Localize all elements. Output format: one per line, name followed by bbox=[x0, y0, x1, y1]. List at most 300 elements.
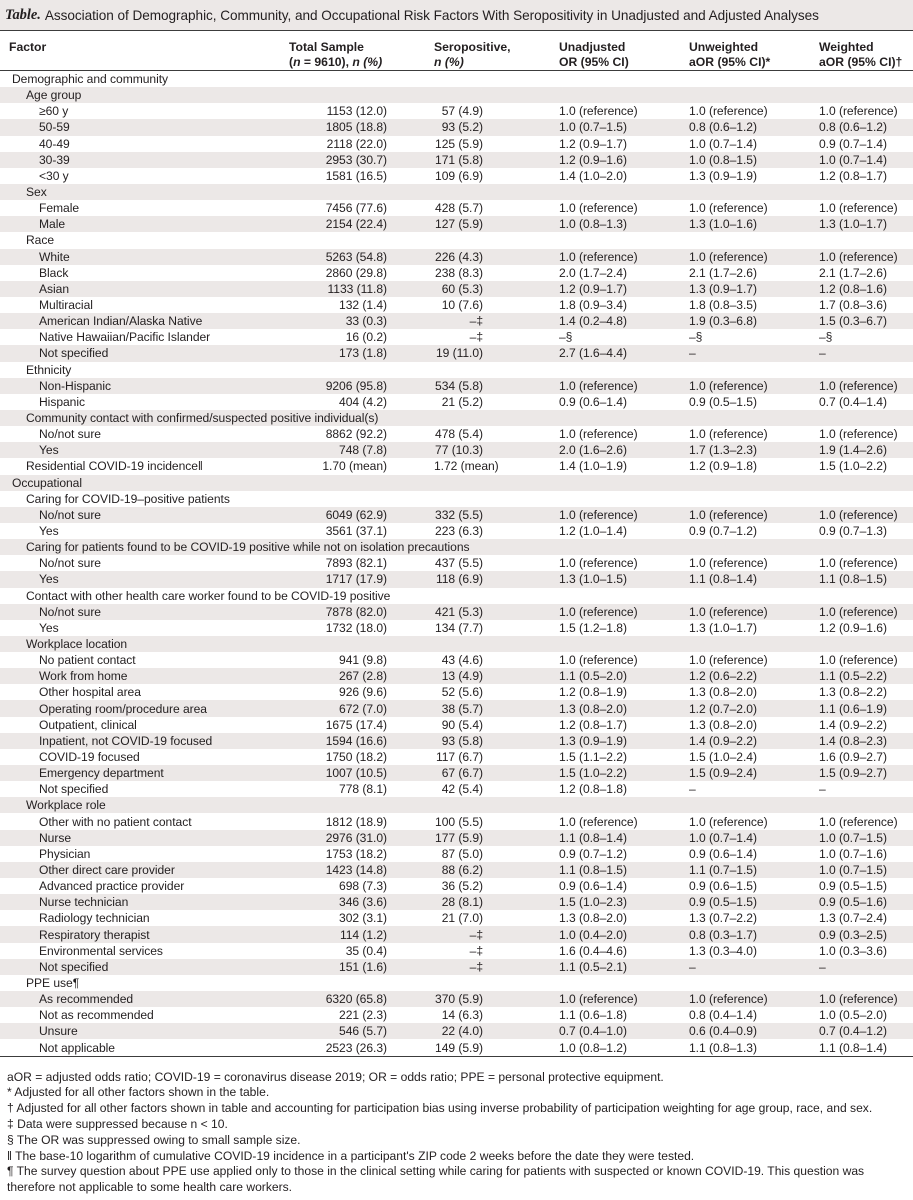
unweighted-aor-cell: 1.3 (0.7–2.2) bbox=[689, 911, 757, 926]
unadjusted-or-cell: 2.0 (1.6–2.6) bbox=[559, 442, 689, 458]
footnote: aOR = adjusted odds ratio; COVID-19 = coronavirus disease 2019; OR = odds ratio; PPE = personal protective equipment. bbox=[7, 1069, 664, 1084]
unadjusted-or-cell: 1.3 (0.9–1.9) bbox=[559, 733, 689, 749]
total-sample-cell: 404 (4.2) bbox=[339, 394, 387, 409]
seropositive-cell: 127 (5.9) bbox=[434, 216, 559, 232]
factor-cell: Hispanic bbox=[39, 394, 85, 409]
seropositive-cell: 223 (6.3) bbox=[435, 524, 483, 538]
unweighted-aor-cell: 1.2 (0.7–2.0) bbox=[689, 700, 819, 716]
weighted-aor-cell: 1.0 (0.7–1.6) bbox=[819, 846, 887, 861]
weighted-aor-cell: 0.9 (0.7–1.4) bbox=[819, 136, 887, 151]
footnote: ‡ Data were suppressed because n < 10. bbox=[7, 1116, 228, 1131]
unadjusted-or-cell: 1.0 (reference) bbox=[559, 653, 638, 668]
seropositive-cell: 117 (6.7) bbox=[435, 749, 483, 764]
weighted-aor-cell: 1.1 (0.8–1.5) bbox=[819, 571, 913, 587]
unweighted-aor-cell: 1.2 (0.6–2.2) bbox=[689, 668, 819, 684]
factor-cell: 30-39 bbox=[0, 152, 289, 168]
unweighted-aor-cell bbox=[689, 71, 819, 88]
total-sample-cell: 151 (1.6) bbox=[289, 959, 434, 975]
seropositive-cell: 332 (5.5) bbox=[434, 507, 559, 523]
seropositive-cell: –‡ bbox=[469, 330, 483, 345]
total-sample-cell: 941 (9.8) bbox=[339, 653, 387, 668]
unweighted-aor-cell bbox=[689, 87, 819, 103]
weighted-aor-cell: 1.0 (reference) bbox=[819, 991, 913, 1007]
table-row bbox=[0, 991, 913, 1007]
unweighted-aor-cell: 1.1 (0.8–1.3) bbox=[689, 1039, 819, 1056]
table-row bbox=[0, 830, 913, 846]
unweighted-aor-cell: 0.8 (0.3–1.7) bbox=[689, 926, 819, 942]
factor-cell: No/not sure bbox=[39, 556, 101, 571]
seropositive-cell: 60 (5.3) bbox=[434, 281, 559, 297]
weighted-aor-cell: 1.2 (0.8–1.7) bbox=[819, 168, 887, 183]
unadjusted-or-cell: 1.1 (0.8–1.4) bbox=[559, 830, 689, 846]
weighted-aor-cell: 1.0 (reference) bbox=[819, 814, 898, 829]
weighted-aor-cell: 1.6 (0.9–2.7) bbox=[819, 749, 887, 764]
weighted-aor-cell: 2.1 (1.7–2.6) bbox=[819, 265, 887, 280]
unweighted-aor-cell: 0.9 (0.5–1.5) bbox=[689, 894, 819, 910]
seropositive-cell: 77 (10.3) bbox=[434, 442, 559, 458]
unadjusted-or-cell: 1.3 (1.0–1.5) bbox=[559, 571, 689, 587]
unadjusted-or-cell: 1.0 (reference) bbox=[559, 104, 638, 119]
factor-cell: Female bbox=[39, 201, 80, 216]
unweighted-aor-cell bbox=[689, 362, 819, 378]
unweighted-aor-cell: 1.0 (reference) bbox=[689, 201, 768, 216]
factor-cell: Not specified bbox=[0, 959, 289, 975]
header-unweighted-aor: Unweighted aOR (95% CI)* bbox=[689, 31, 819, 71]
table-row bbox=[0, 894, 913, 910]
factor-cell: Male bbox=[0, 216, 289, 232]
table-row bbox=[0, 184, 913, 200]
factor-cell: Not specified bbox=[39, 782, 109, 797]
total-sample-cell: 302 (3.1) bbox=[339, 911, 387, 926]
weighted-aor-cell bbox=[819, 71, 913, 88]
unadjusted-or-cell bbox=[559, 636, 689, 652]
seropositive-cell: 43 (4.6) bbox=[441, 653, 483, 668]
seropositive-cell: –‡ bbox=[434, 959, 559, 975]
factor-cell: PPE use¶ bbox=[26, 975, 80, 990]
header-total-sample: Total Sample (n = 9610), n (%) bbox=[289, 31, 434, 71]
total-sample-cell: 33 (0.3) bbox=[289, 313, 434, 329]
table-row bbox=[0, 604, 913, 620]
total-sample-cell: 5263 (54.8) bbox=[289, 249, 434, 265]
total-sample-cell: 1750 (18.2) bbox=[325, 749, 387, 764]
table-row bbox=[0, 733, 913, 749]
weighted-aor-cell: 1.0 (reference) bbox=[819, 201, 898, 216]
unweighted-aor-cell: 1.3 (0.8–2.0) bbox=[689, 717, 757, 732]
footnotes bbox=[0, 1057, 913, 1196]
table-row bbox=[0, 571, 913, 587]
footnote: * Adjusted for all other factors shown in the table. bbox=[7, 1085, 270, 1100]
seropositive-cell: –‡ bbox=[434, 313, 559, 329]
total-sample-cell: 2953 (30.7) bbox=[289, 152, 434, 168]
factor-cell: Sex bbox=[0, 184, 559, 200]
header-unadjusted-or: Unadjusted OR (95% CI) bbox=[559, 31, 689, 71]
unadjusted-or-cell: 1.5 (1.0–2.2) bbox=[559, 765, 689, 781]
table-row bbox=[0, 862, 913, 878]
unadjusted-or-cell: 1.4 (1.0–1.9) bbox=[559, 459, 627, 474]
unweighted-aor-cell bbox=[689, 975, 819, 991]
seropositive-cell: 437 (5.5) bbox=[435, 556, 483, 571]
unadjusted-or-cell: 1.0 (reference) bbox=[559, 378, 689, 394]
seropositive-cell: –‡ bbox=[434, 926, 559, 942]
unweighted-aor-cell bbox=[689, 636, 819, 652]
total-sample-cell: 6320 (65.8) bbox=[289, 991, 434, 1007]
factor-cell: Unsure bbox=[0, 1023, 289, 1039]
weighted-aor-cell: 1.0 (0.7–1.5) bbox=[819, 862, 913, 878]
factor-cell: Not specified bbox=[0, 345, 289, 361]
table-row bbox=[0, 216, 913, 232]
table-row bbox=[0, 103, 913, 119]
total-sample-cell: 1.70 (mean) bbox=[322, 459, 387, 474]
factor-cell: Yes bbox=[39, 620, 59, 635]
table-row bbox=[0, 959, 913, 975]
footnote: ‖ The base-10 logarithm of cumulative COVID-19 incidence in a participant's ZIP code 2 weeks before the date they were tested. bbox=[7, 1148, 695, 1163]
weighted-aor-cell: 1.0 (reference) bbox=[819, 604, 913, 620]
seropositive-cell: 100 (5.5) bbox=[435, 814, 483, 829]
table-row bbox=[0, 975, 913, 991]
unweighted-aor-cell: 1.3 (1.0–1.6) bbox=[689, 216, 819, 232]
factor-cell: Native Hawaiian/Pacific Islander bbox=[39, 330, 211, 345]
total-sample-cell: 132 (1.4) bbox=[339, 298, 387, 313]
unweighted-aor-cell: 0.9 (0.6–1.4) bbox=[689, 846, 757, 861]
factor-cell: Asian bbox=[0, 281, 289, 297]
unweighted-aor-cell: 1.4 (0.9–2.2) bbox=[689, 733, 819, 749]
factor-cell: Emergency department bbox=[0, 765, 289, 781]
factor-cell: Radiology technician bbox=[39, 911, 150, 926]
factor-cell: Inpatient, not COVID-19 focused bbox=[0, 733, 289, 749]
unadjusted-or-cell: 1.2 (0.9–1.7) bbox=[559, 136, 627, 151]
header-seropositive: Seropositive, n (%) bbox=[434, 31, 559, 71]
weighted-aor-cell bbox=[819, 491, 913, 507]
table-row bbox=[0, 168, 913, 184]
seropositive-cell: 14 (6.3) bbox=[441, 1008, 483, 1023]
table-row bbox=[0, 232, 913, 248]
factor-cell: American Indian/Alaska Native bbox=[0, 313, 289, 329]
weighted-aor-cell bbox=[819, 475, 913, 491]
factor-cell: Demographic and community bbox=[12, 72, 169, 87]
weighted-aor-cell: 1.5 (1.0–2.2) bbox=[819, 459, 887, 474]
factor-cell: Operating room/procedure area bbox=[0, 700, 289, 716]
total-sample-cell: 346 (3.6) bbox=[289, 894, 434, 910]
unweighted-aor-cell bbox=[689, 410, 819, 426]
unadjusted-or-cell: 1.2 (0.8–1.9) bbox=[559, 685, 627, 700]
factor-cell: No/not sure bbox=[0, 604, 289, 620]
total-sample-cell: 114 (1.2) bbox=[289, 926, 434, 942]
table-row bbox=[0, 813, 913, 829]
table-row bbox=[0, 926, 913, 942]
weighted-aor-cell: 0.9 (0.3–2.5) bbox=[819, 926, 913, 942]
unweighted-aor-cell bbox=[689, 588, 819, 604]
unweighted-aor-cell: 0.9 (0.6–1.5) bbox=[689, 879, 757, 894]
weighted-aor-cell: 0.9 (0.5–1.5) bbox=[819, 879, 887, 894]
factor-cell: 40-49 bbox=[39, 136, 70, 151]
total-sample-cell: 35 (0.4) bbox=[345, 943, 387, 958]
factor-cell: 50-59 bbox=[0, 119, 289, 135]
weighted-aor-cell: 1.1 (0.5–2.2) bbox=[819, 668, 913, 684]
total-sample-cell: 1805 (18.8) bbox=[289, 119, 434, 135]
seropositive-cell: 534 (5.8) bbox=[434, 378, 559, 394]
unadjusted-or-cell bbox=[559, 588, 689, 604]
weighted-aor-cell: 1.0 (reference) bbox=[819, 378, 913, 394]
table-row bbox=[0, 846, 913, 862]
seropositive-cell: 57 (4.9) bbox=[441, 104, 483, 119]
weighted-aor-cell: 0.8 (0.6–1.2) bbox=[819, 119, 913, 135]
unweighted-aor-cell: 1.0 (reference) bbox=[689, 249, 819, 265]
unweighted-aor-cell: 1.0 (reference) bbox=[689, 507, 819, 523]
table-row bbox=[0, 765, 913, 781]
unadjusted-or-cell: 0.9 (0.6–1.4) bbox=[559, 879, 627, 894]
footnote: † Adjusted for all other factors shown in table and accounting for participation bias using inverse probability of participation weighting for age group, race, and sex. bbox=[7, 1101, 873, 1116]
table-row bbox=[0, 1039, 913, 1056]
seropositive-cell: 171 (5.8) bbox=[434, 152, 559, 168]
unweighted-aor-cell: 1.3 (1.0–1.7) bbox=[689, 620, 757, 635]
total-sample-cell: 1423 (14.8) bbox=[289, 862, 434, 878]
total-sample-cell: 672 (7.0) bbox=[289, 700, 434, 716]
unadjusted-or-cell: 1.6 (0.4–4.6) bbox=[559, 943, 627, 958]
unweighted-aor-cell: 1.0 (reference) bbox=[689, 378, 819, 394]
weighted-aor-cell: 1.1 (0.8–1.4) bbox=[819, 1039, 913, 1056]
table-row bbox=[0, 684, 913, 700]
unadjusted-or-cell bbox=[559, 71, 689, 88]
footnote: § The OR was suppressed owing to small sample size. bbox=[7, 1132, 301, 1147]
factor-cell: Contact with other health care worker found to be COVID-19 positive bbox=[26, 588, 391, 603]
unadjusted-or-cell: 1.2 (0.8–1.8) bbox=[559, 782, 627, 797]
weighted-aor-cell: 0.7 (0.4–1.2) bbox=[819, 1023, 913, 1039]
seropositive-cell: 88 (6.2) bbox=[434, 862, 559, 878]
factor-cell: Work from home bbox=[0, 668, 289, 684]
unweighted-aor-cell bbox=[689, 232, 819, 248]
table-row bbox=[0, 329, 913, 345]
table-row bbox=[0, 943, 913, 959]
unadjusted-or-cell bbox=[559, 362, 689, 378]
unadjusted-or-cell: 1.0 (reference) bbox=[559, 991, 689, 1007]
unweighted-aor-cell: 1.0 (reference) bbox=[689, 604, 819, 620]
total-sample-cell: 748 (7.8) bbox=[289, 442, 434, 458]
table-row bbox=[0, 749, 913, 765]
unadjusted-or-cell bbox=[559, 87, 689, 103]
weighted-aor-cell bbox=[819, 87, 913, 103]
total-sample-cell: 8862 (92.2) bbox=[325, 427, 387, 442]
weighted-aor-cell: 1.4 (0.9–2.2) bbox=[819, 717, 887, 732]
total-sample-cell: 2154 (22.4) bbox=[289, 216, 434, 232]
caption-text: Association of Demographic, Community, and Occupational Risk Factors With Seropositivity in Unadjusted and Adjusted Analyses bbox=[44, 7, 819, 23]
weighted-aor-cell: 1.5 (0.9–2.7) bbox=[819, 765, 913, 781]
factor-cell: Other hospital area bbox=[39, 685, 141, 700]
unadjusted-or-cell: 1.0 (reference) bbox=[559, 604, 689, 620]
table-row bbox=[0, 71, 913, 88]
unadjusted-or-cell: 1.2 (0.8–1.7) bbox=[559, 717, 627, 732]
unadjusted-or-cell bbox=[559, 475, 689, 491]
unadjusted-or-cell: –§ bbox=[559, 330, 573, 345]
weighted-aor-cell: 1.9 (1.4–2.6) bbox=[819, 442, 913, 458]
unweighted-aor-cell: 1.3 (0.8–2.0) bbox=[689, 685, 757, 700]
weighted-aor-cell bbox=[819, 588, 913, 604]
total-sample-cell: 2118 (22.0) bbox=[326, 136, 387, 151]
seropositive-cell: 28 (8.1) bbox=[434, 894, 559, 910]
factor-cell: Yes bbox=[0, 442, 289, 458]
factor-cell: Other with no patient contact bbox=[39, 814, 192, 829]
factor-cell: Yes bbox=[39, 524, 59, 538]
factor-cell: No/not sure bbox=[39, 427, 101, 442]
unadjusted-or-cell: 1.0 (reference) bbox=[559, 814, 638, 829]
unadjusted-or-cell: 1.4 (1.0–2.0) bbox=[559, 168, 627, 183]
factor-cell: Physician bbox=[39, 846, 91, 861]
weighted-aor-cell: 1.3 (0.7–2.4) bbox=[819, 911, 887, 926]
table-row bbox=[0, 119, 913, 135]
unadjusted-or-cell: 1.3 (0.8–2.0) bbox=[559, 700, 689, 716]
unadjusted-or-cell: 1.5 (1.2–1.8) bbox=[559, 620, 627, 635]
seropositive-cell: 177 (5.9) bbox=[434, 830, 559, 846]
unadjusted-or-cell: 1.0 (reference) bbox=[559, 249, 689, 265]
weighted-aor-cell: 1.0 (reference) bbox=[819, 249, 913, 265]
data-table bbox=[0, 31, 913, 1057]
unadjusted-or-cell bbox=[559, 797, 689, 813]
total-sample-cell: 7456 (77.6) bbox=[325, 201, 387, 216]
unadjusted-or-cell bbox=[559, 539, 689, 555]
factor-cell: Yes bbox=[0, 571, 289, 587]
seropositive-cell: 36 (5.2) bbox=[441, 879, 483, 894]
unweighted-aor-cell: 1.8 (0.8–3.5) bbox=[689, 298, 757, 313]
unadjusted-or-cell: 1.0 (0.4–2.0) bbox=[559, 926, 689, 942]
weighted-aor-cell: – bbox=[819, 345, 913, 361]
weighted-aor-cell: 1.2 (0.9–1.6) bbox=[819, 620, 887, 635]
unweighted-aor-cell: 1.1 (0.8–1.4) bbox=[689, 571, 819, 587]
seropositive-cell: 19 (11.0) bbox=[434, 345, 559, 361]
total-sample-cell: 698 (7.3) bbox=[339, 879, 387, 894]
factor-cell: COVID-19 focused bbox=[39, 749, 140, 764]
table-row bbox=[0, 410, 913, 426]
factor-cell: Age group bbox=[0, 87, 559, 103]
total-sample-cell: 3561 (37.1) bbox=[325, 524, 387, 538]
seropositive-cell: 125 (5.9) bbox=[435, 136, 483, 151]
weighted-aor-cell: – bbox=[819, 959, 913, 975]
weighted-aor-cell bbox=[819, 232, 913, 248]
table-row bbox=[0, 265, 913, 281]
table-row bbox=[0, 668, 913, 684]
factor-cell: Race bbox=[26, 233, 55, 248]
unweighted-aor-cell: 1.0 (0.8–1.5) bbox=[689, 152, 819, 168]
table-row bbox=[0, 249, 913, 265]
unadjusted-or-cell: 1.2 (0.9–1.6) bbox=[559, 152, 689, 168]
unweighted-aor-cell: 1.2 (0.9–1.8) bbox=[689, 459, 757, 474]
seropositive-cell: 10 (7.6) bbox=[441, 298, 483, 313]
total-sample-cell: 7893 (82.1) bbox=[325, 556, 387, 571]
factor-cell: Workplace role bbox=[0, 797, 559, 813]
weighted-aor-cell: 1.1 (0.6–1.9) bbox=[819, 700, 913, 716]
unweighted-aor-cell: 1.0 (reference) bbox=[689, 427, 768, 442]
table-row bbox=[0, 539, 913, 555]
factor-cell: Not as recommended bbox=[39, 1008, 154, 1023]
seropositive-cell: 149 (5.9) bbox=[434, 1039, 559, 1056]
factor-cell: Caring for COVID-19–positive patients bbox=[26, 491, 230, 506]
weighted-aor-cell bbox=[819, 184, 913, 200]
weighted-aor-cell: 1.0 (reference) bbox=[819, 653, 898, 668]
seropositive-cell: 90 (5.4) bbox=[441, 717, 483, 732]
total-sample-cell: 6049 (62.9) bbox=[289, 507, 434, 523]
factor-cell: Advanced practice provider bbox=[39, 879, 185, 894]
table-row bbox=[0, 152, 913, 168]
unadjusted-or-cell bbox=[559, 975, 689, 991]
unweighted-aor-cell bbox=[689, 184, 819, 200]
unweighted-aor-cell: 1.3 (0.9–1.9) bbox=[689, 168, 757, 183]
total-sample-cell: 2976 (31.0) bbox=[289, 830, 434, 846]
total-sample-cell: 173 (1.8) bbox=[289, 345, 434, 361]
table-row bbox=[0, 588, 913, 604]
total-sample-cell: 267 (2.8) bbox=[289, 668, 434, 684]
table-row bbox=[0, 362, 913, 378]
factor-cell: Ethnicity bbox=[26, 362, 72, 377]
unadjusted-or-cell: 0.7 (0.4–1.0) bbox=[559, 1023, 689, 1039]
factor-cell: As recommended bbox=[0, 991, 289, 1007]
total-sample-cell: 16 (0.2) bbox=[345, 330, 387, 345]
weighted-aor-cell bbox=[819, 410, 913, 426]
seropositive-cell: 38 (5.7) bbox=[434, 700, 559, 716]
total-sample-cell: 778 (8.1) bbox=[339, 782, 387, 797]
factor-cell: Multiracial bbox=[39, 298, 93, 313]
total-sample-cell: 1007 (10.5) bbox=[289, 765, 434, 781]
table-row bbox=[0, 345, 913, 361]
weighted-aor-cell: 0.9 (0.5–1.6) bbox=[819, 894, 913, 910]
unadjusted-or-cell bbox=[559, 410, 689, 426]
unadjusted-or-cell: 1.1 (0.8–1.5) bbox=[559, 862, 689, 878]
factor-cell: Community contact with confirmed/suspected positive individual(s) bbox=[0, 410, 559, 426]
seropositive-cell: 238 (8.3) bbox=[435, 265, 483, 280]
total-sample-cell: 7878 (82.0) bbox=[289, 604, 434, 620]
unweighted-aor-cell: 2.1 (1.7–2.6) bbox=[689, 265, 757, 280]
factor-cell: ≥60 y bbox=[39, 104, 69, 119]
table-row bbox=[0, 442, 913, 458]
unadjusted-or-cell: 1.0 (0.8–1.3) bbox=[559, 216, 689, 232]
weighted-aor-cell bbox=[819, 975, 913, 991]
unadjusted-or-cell bbox=[559, 232, 689, 248]
unweighted-aor-cell: 1.7 (1.3–2.3) bbox=[689, 442, 819, 458]
weighted-aor-cell bbox=[819, 797, 913, 813]
unweighted-aor-cell: – bbox=[689, 345, 819, 361]
weighted-aor-cell: 1.0 (0.3–3.6) bbox=[819, 943, 887, 958]
unweighted-aor-cell: 1.0 (reference) bbox=[689, 104, 768, 119]
unadjusted-or-cell: 1.2 (0.9–1.7) bbox=[559, 281, 689, 297]
table-row bbox=[0, 313, 913, 329]
weighted-aor-cell: 1.0 (0.5–2.0) bbox=[819, 1008, 887, 1023]
factor-cell: Not applicable bbox=[0, 1039, 289, 1056]
weighted-aor-cell: 1.0 (0.7–1.4) bbox=[819, 152, 913, 168]
total-sample-cell: 2860 (29.8) bbox=[325, 265, 387, 280]
total-sample-cell: 546 (5.7) bbox=[289, 1023, 434, 1039]
seropositive-cell: 21 (7.0) bbox=[441, 911, 483, 926]
unadjusted-or-cell: 0.9 (0.7–1.2) bbox=[559, 846, 627, 861]
unweighted-aor-cell bbox=[689, 491, 819, 507]
weighted-aor-cell: 1.3 (1.0–1.7) bbox=[819, 216, 913, 232]
weighted-aor-cell: 1.0 (reference) bbox=[819, 556, 898, 571]
seropositive-cell: 67 (6.7) bbox=[434, 765, 559, 781]
total-sample-cell: 9206 (95.8) bbox=[289, 378, 434, 394]
unweighted-aor-cell: – bbox=[689, 959, 819, 975]
unadjusted-or-cell: 1.0 (reference) bbox=[559, 556, 638, 571]
table-row bbox=[0, 426, 913, 442]
table-row bbox=[0, 878, 913, 894]
total-sample-cell: 2523 (26.3) bbox=[289, 1039, 434, 1056]
weighted-aor-cell: –§ bbox=[819, 330, 833, 345]
weighted-aor-cell: 0.7 (0.4–1.4) bbox=[819, 394, 887, 409]
table-row bbox=[0, 523, 913, 539]
factor-cell: Workplace location bbox=[0, 636, 559, 652]
unweighted-aor-cell: 1.0 (reference) bbox=[689, 991, 819, 1007]
table-row bbox=[0, 1007, 913, 1023]
unweighted-aor-cell: 0.9 (0.5–1.5) bbox=[689, 394, 757, 409]
factor-cell: <30 y bbox=[39, 168, 69, 183]
table-row bbox=[0, 87, 913, 103]
unadjusted-or-cell: 1.8 (0.9–3.4) bbox=[559, 298, 627, 313]
seropositive-cell: 87 (5.0) bbox=[441, 846, 483, 861]
